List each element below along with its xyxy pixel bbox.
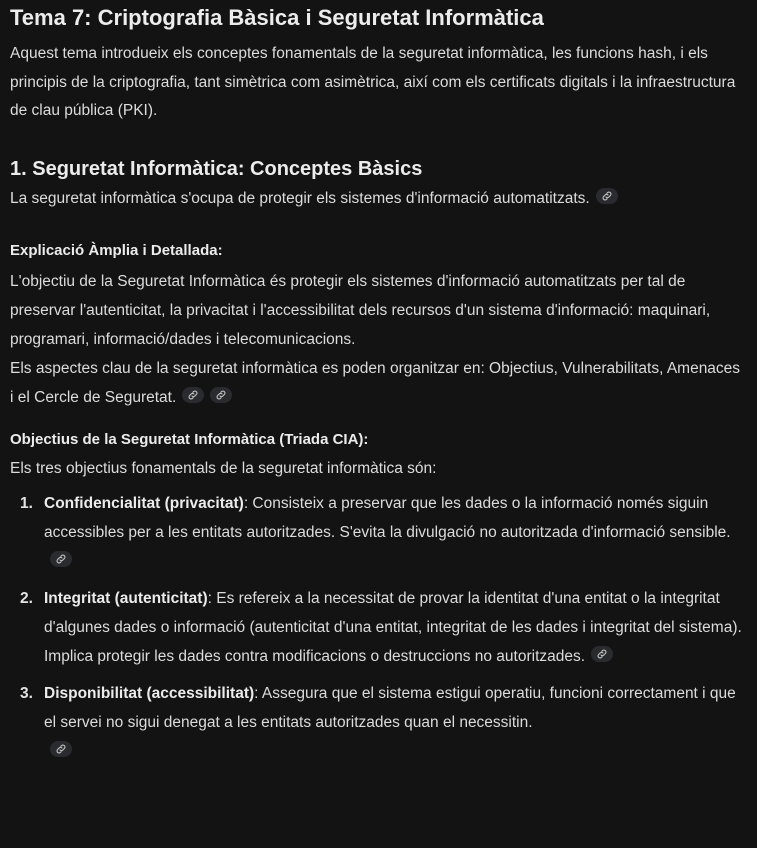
list-item-number: 1. [20, 494, 33, 512]
link-icon [55, 743, 67, 755]
list-item [10, 679, 747, 765]
source-link-button[interactable] [50, 551, 72, 567]
detail-heading: Explicació Àmplia i Detallada: [10, 241, 223, 259]
list-item-links [44, 737, 747, 765]
section-heading: 1. Seguretat Informàtica: Conceptes Bàsics [10, 157, 423, 180]
list-item-term: Integritat (autenticitat) [44, 589, 208, 607]
source-link-button[interactable] [50, 741, 72, 757]
source-link-button[interactable] [596, 188, 618, 204]
source-link-button[interactable] [210, 387, 232, 403]
link-icon [596, 648, 608, 660]
source-link-button[interactable] [182, 387, 204, 403]
objectives-intro: Els tres objectius fonamentals de la seguretat informàtica són: [10, 459, 437, 477]
section-summary-text: La seguretat informàtica s'ocupa de protegir els sistemes d'informació automatitzats. [10, 189, 590, 207]
link-icon [187, 389, 199, 401]
list-item-number: 2. [20, 589, 33, 607]
list-item [10, 489, 747, 576]
detail-paragraph-2-text: Els aspectes clau de la seguretat informàtica es poden organitzar en: Objectius, Vulnerabilitats, Amenaces i el Cercle de Seguretat. [10, 359, 741, 406]
list-item-term: Confidencialitat (privacitat) [44, 494, 244, 512]
intro-paragraph: Aquest tema introdueix els conceptes fonamentals de la seguretat informàtica, les funcions hash, i els principis de la criptografia, tant simètrica com asimètrica, així com els certificats digitals i la infraestructura de clau pública (PKI). [10, 45, 736, 119]
link-icon [601, 190, 613, 202]
objectives-list [10, 489, 747, 765]
source-link-button[interactable] [591, 646, 613, 662]
section-summary [10, 184, 747, 213]
page-title: Tema 7: Criptografia Bàsica i Seguretat Informàtica [10, 5, 544, 30]
list-item [10, 584, 747, 671]
detail-paragraph-1: L'objectiu de la Seguretat Informàtica és protegir els sistemes d'informació automatitzats per tal de preservar l'autenticitat, la privacitat i l'accessibilitat dels recursos d'un sistema d'informació: maquinari, programari, informació/dades i telecomunicacions. [10, 272, 711, 348]
detail-paragraph-2 [10, 354, 747, 412]
list-item-term: Disponibilitat (accessibilitat) [44, 684, 255, 702]
objectives-heading: Objectius de la Seguretat Informàtica (Triada CIA): [10, 430, 369, 448]
list-item-text: : Assegura que el sistema estigui operatiu, funcioni correctament i que el servei no sigui denegat a les entitats autoritzades quan el necessitin. [44, 684, 736, 731]
link-icon [55, 553, 67, 565]
list-item-text: : Consisteix a preservar que les dades o la informació només siguin accessibles per a les entitats autoritzades. S'evita la divulgació no autoritzada d'informació sensible. [44, 494, 731, 541]
list-item-text: : Es refereix a la necessitat de provar la identitat d'una entitat o la integritat d'algunes dades o informació (autenticitat d'una entitat, integritat de les dades i integritat del sistema). Implica protegir les dades contra modificacions o destruccions no autoritzades. [44, 589, 742, 665]
link-icon [215, 389, 227, 401]
list-item-number: 3. [20, 684, 33, 702]
